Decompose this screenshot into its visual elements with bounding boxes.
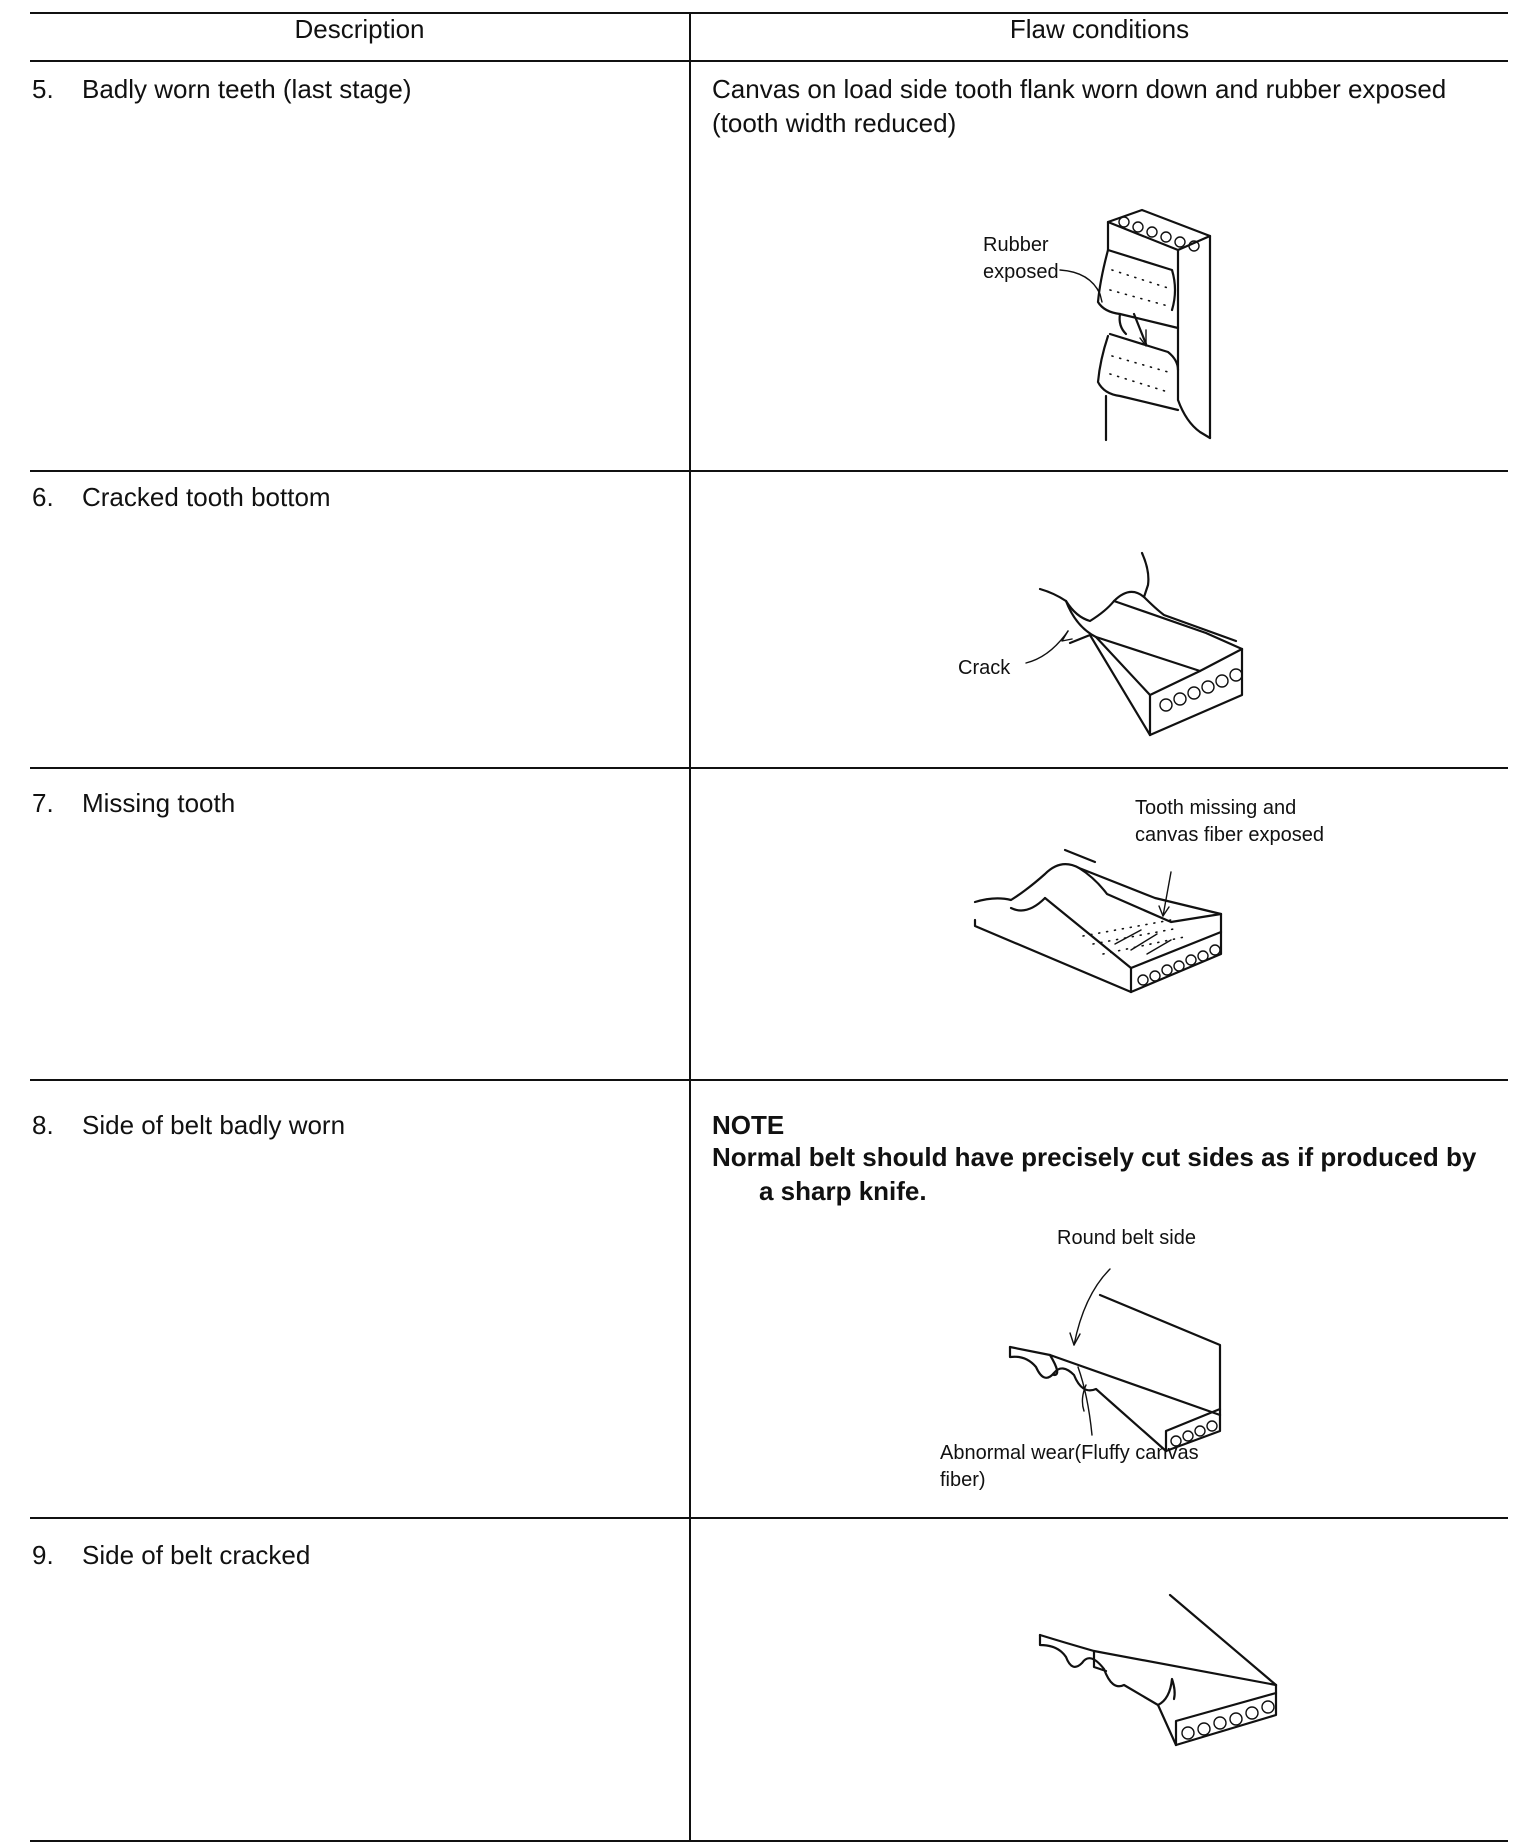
row-5-flaw-text: Canvas on load side tooth flank worn down and rubber exposed (tooth width reduced) bbox=[712, 74, 1447, 138]
row-divider bbox=[30, 470, 1508, 472]
note-body bbox=[712, 1140, 1507, 1208]
description-text: Cracked tooth bottom bbox=[82, 482, 331, 512]
table-bottom-rule bbox=[30, 1840, 1508, 1842]
label-round-belt-side: Round belt side bbox=[1057, 1227, 1196, 1249]
header-bottom-rule bbox=[30, 60, 1508, 62]
description-text: Side of belt badly worn bbox=[82, 1110, 346, 1140]
belt-side-cracked-illustration bbox=[1040, 1595, 1300, 1765]
description-text: Missing tooth bbox=[82, 788, 236, 818]
column-divider bbox=[689, 12, 691, 1842]
label-abnormal-wear: Abnormal wear(Fluffy canvas fiber) bbox=[940, 1442, 1199, 1491]
note-line: Normal belt should have precisely cut sides as if produced by bbox=[712, 1142, 1477, 1172]
row-9-description bbox=[32, 1540, 310, 1571]
row-7-description bbox=[32, 788, 235, 819]
row-6-description bbox=[32, 482, 331, 513]
row-number: 8. bbox=[32, 1110, 54, 1140]
row-divider bbox=[30, 767, 1508, 769]
belt-missing-tooth-illustration bbox=[975, 850, 1235, 1010]
row-divider bbox=[30, 1079, 1508, 1081]
row-number: 9. bbox=[32, 1540, 54, 1570]
description-text: Side of belt cracked bbox=[82, 1540, 311, 1570]
note-line: a sharp knife. bbox=[759, 1176, 927, 1206]
label-crack: Crack bbox=[958, 657, 1011, 679]
belt-cracked-tooth-bottom-illustration bbox=[1010, 545, 1270, 715]
belt-side-worn-illustration bbox=[1010, 1255, 1250, 1455]
row-divider bbox=[30, 1517, 1508, 1519]
row-8-description bbox=[32, 1110, 345, 1141]
description-text: Badly worn teeth (last stage) bbox=[82, 74, 412, 104]
label-tooth-missing: Tooth missing and canvas fiber exposed bbox=[1135, 797, 1325, 846]
belt-worn-teeth-illustration bbox=[1060, 210, 1260, 440]
row-number: 6. bbox=[32, 482, 54, 512]
column-header-description: Description bbox=[294, 14, 425, 44]
label-rubber-exposed: Rubber exposed bbox=[983, 234, 1059, 283]
row-number: 5. bbox=[32, 74, 54, 104]
note-title: NOTE bbox=[712, 1110, 785, 1140]
column-header-flaw-conditions: Flaw conditions bbox=[1009, 14, 1190, 44]
row-5-description bbox=[32, 74, 412, 105]
row-number: 7. bbox=[32, 788, 54, 818]
